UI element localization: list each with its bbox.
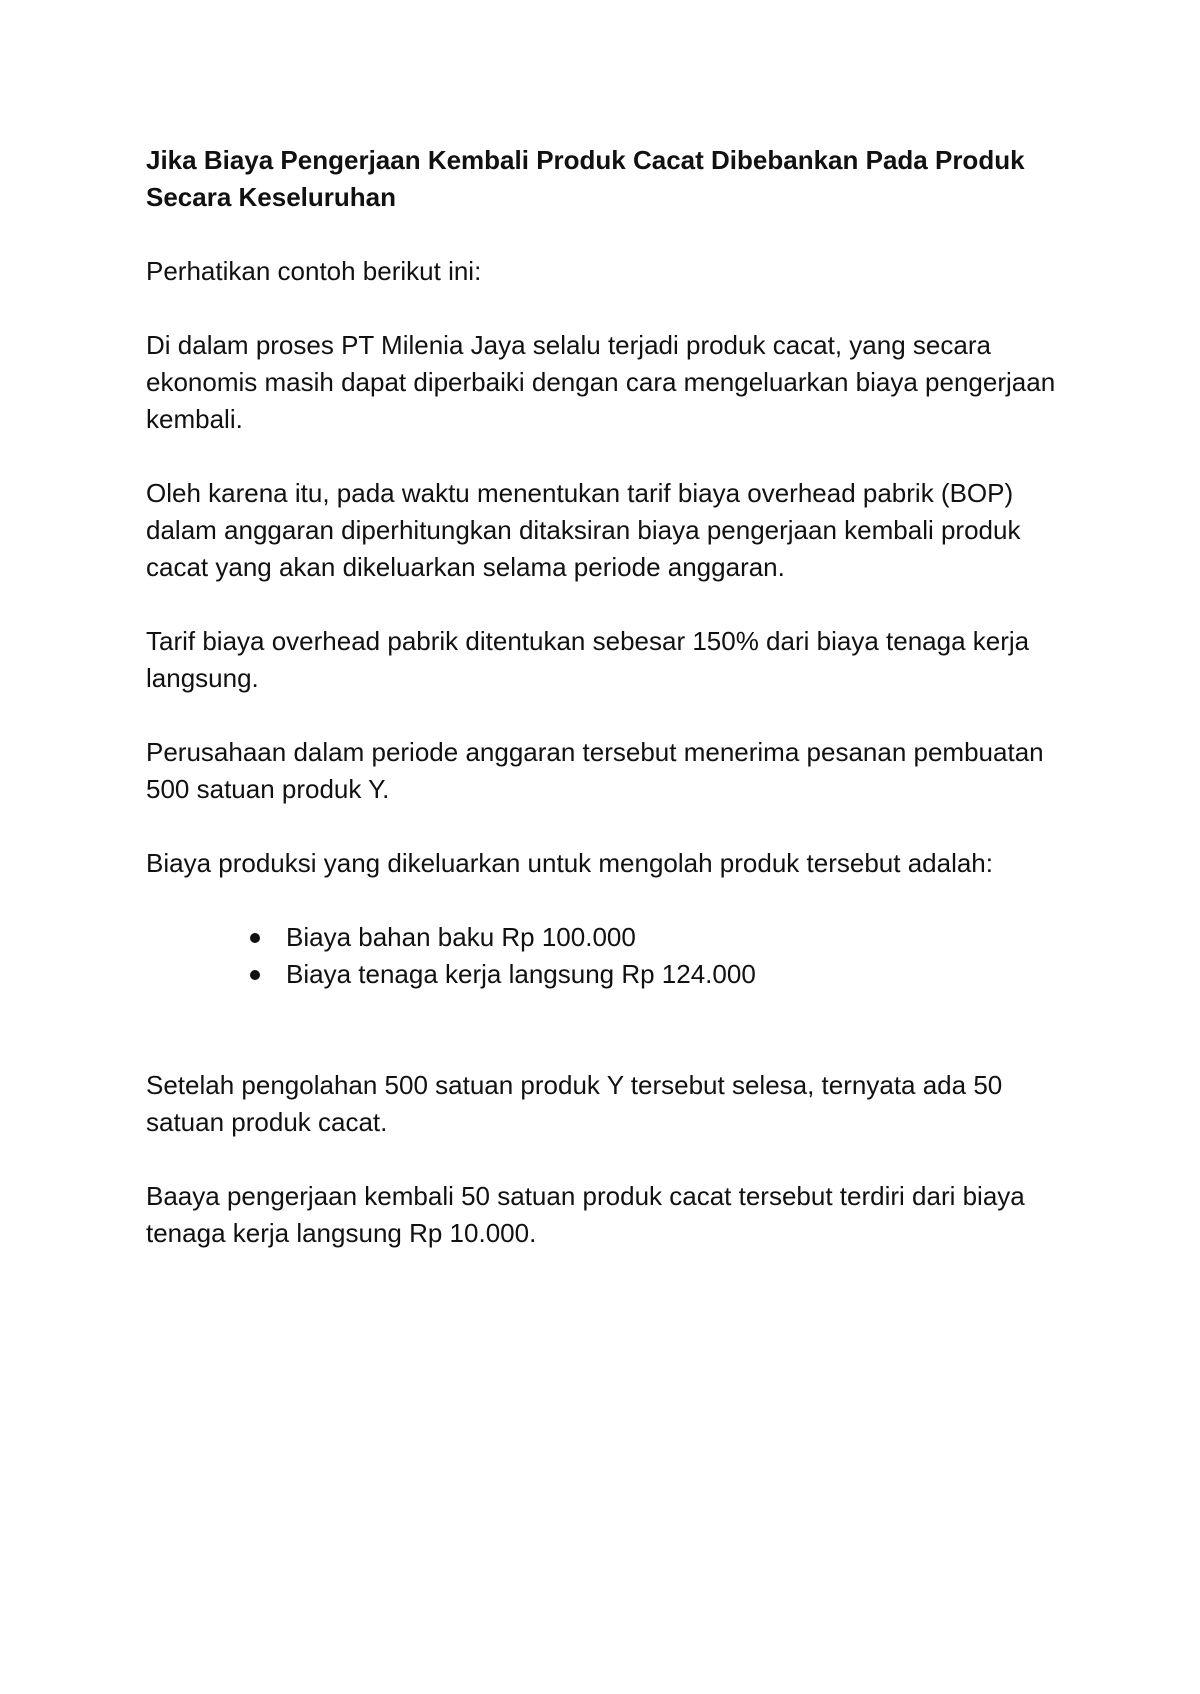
list-item — [250, 956, 1086, 993]
paragraph-intro: Perhatikan contoh berikut ini: — [146, 256, 482, 286]
paragraph-bop: Oleh karena itu, pada waktu menentukan tarif biaya overhead pabrik (BOP) dalam anggaran diperhitungkan ditaksiran biaya pengerjaan kembali produk cacat yang akan dikeluarkan selama periode anggaran. — [146, 478, 1021, 582]
document-body — [146, 142, 1086, 1252]
list-item-text: Biaya tenaga kerja langsung Rp 124.000 — [286, 959, 756, 989]
list-item-text: Biaya bahan baku Rp 100.000 — [286, 922, 636, 952]
paragraph-result: Setelah pengolahan 500 satuan produk Y tersebut selesa, ternyata ada 50 satuan produk cacat. — [146, 1070, 1003, 1137]
cost-list — [146, 919, 1086, 993]
document-title: Jika Biaya Pengerjaan Kembali Produk Cacat Dibebankan Pada Produk Secara Keseluruhan — [146, 145, 1025, 212]
paragraph-context: Di dalam proses PT Milenia Jaya selalu terjadi produk cacat, yang secara ekonomis masih dapat diperbaiki dengan cara mengeluarkan biaya pengerjaan kembali. — [146, 330, 1056, 434]
paragraph-order: Perusahaan dalam periode anggaran tersebut menerima pesanan pembuatan 500 satuan produk Y. — [146, 737, 1044, 804]
paragraph-rework-cost: Baaya pengerjaan kembali 50 satuan produk cacat tersebut terdiri dari biaya tenaga kerja langsung Rp 10.000. — [146, 1181, 1025, 1248]
paragraph-tariff: Tarif biaya overhead pabrik ditentukan sebesar 150% dari biaya tenaga kerja langsung. — [146, 626, 1030, 693]
list-item — [250, 919, 1086, 956]
bullet-icon — [250, 970, 260, 980]
paragraph-costs-intro: Biaya produksi yang dikeluarkan untuk mengolah produk tersebut adalah: — [146, 848, 993, 878]
bullet-icon — [250, 933, 260, 943]
